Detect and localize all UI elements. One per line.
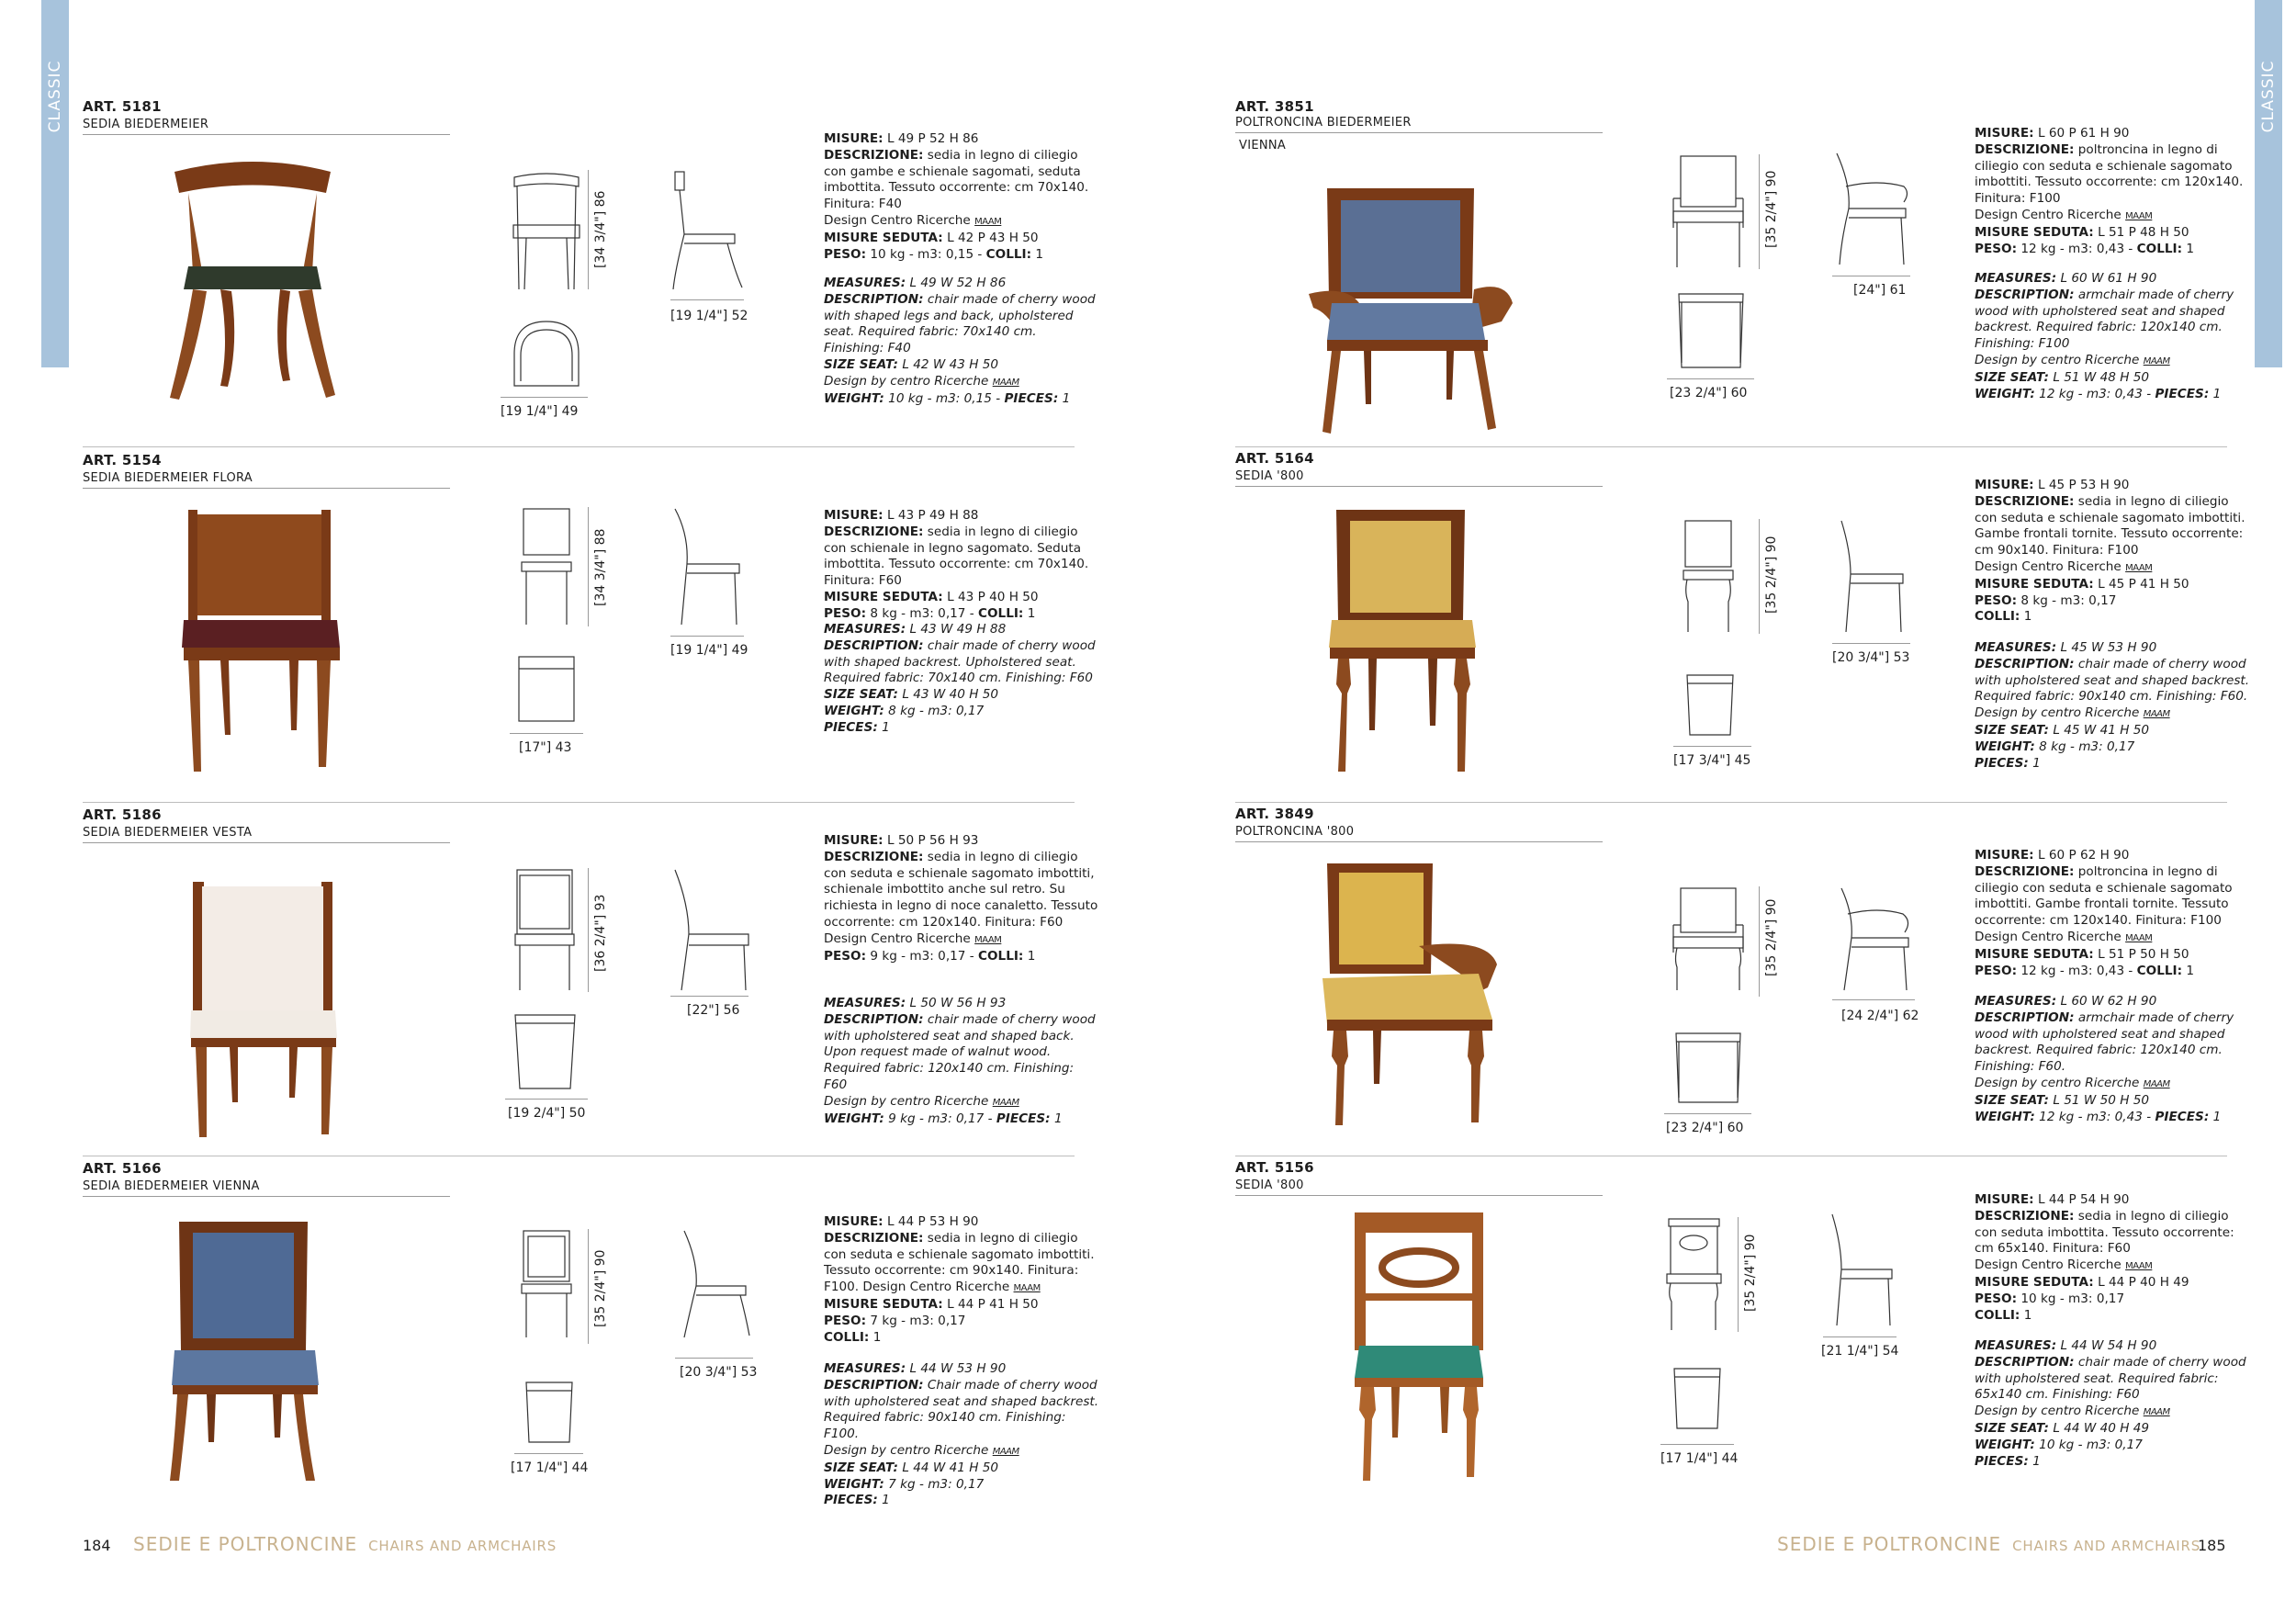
article-number: ART. 3849 <box>1235 806 1314 822</box>
depth-dimension: [24"] 61 <box>1853 283 1907 298</box>
depth-dimension: [19 1/4"] 52 <box>670 309 748 323</box>
dim-line <box>588 170 589 289</box>
top-view-drawing <box>514 652 579 726</box>
side-view-drawing <box>1832 152 1915 266</box>
article-number: ART. 5166 <box>83 1160 162 1177</box>
top-view-drawing <box>522 1378 577 1447</box>
width-dimension: [17 3/4"] 45 <box>1673 753 1751 768</box>
height-dimension: [35 2/4"] 90 <box>1743 1234 1758 1312</box>
armchair-photo <box>1322 863 1506 1130</box>
top-view-drawing <box>1670 1364 1725 1433</box>
dim-line <box>1759 154 1760 269</box>
height-dimension: [35 2/4"] 90 <box>1764 536 1779 614</box>
footer-category: SEDIE E POLTRONCINE <box>1777 1533 2002 1555</box>
row-separator <box>1235 446 2227 447</box>
article-name: SEDIA BIEDERMEIER FLORA <box>83 471 253 485</box>
dim-line <box>1667 378 1754 379</box>
dim-line <box>1759 519 1760 634</box>
chair-photo <box>1327 510 1479 776</box>
english-description: MEASURES: L 50 W 56 H 93 DESCRIPTION: chair made of cherry wood with upholstered seat and shaped back. Upon request made of walnut wood. Required fabric: 120x140 cm. Finishing: F60 Design by centro Ricerche MAAM WEIGHT: 9 kg - m3: 0,17 - PIECES: 1 <box>824 996 1096 1126</box>
article-number: ART. 5156 <box>1235 1159 1314 1176</box>
top-view-drawing <box>1674 289 1748 372</box>
english-description: MEASURES: L 60 W 61 H 90 DESCRIPTION: armchair made of cherry wood with upholstered seat and shaped backrest. Required fabric: 120x140 cm. Finishing: F100 Design by centro Ricerche MAAM SIZE SEAT: L 51 W 48 H 50 WEIGHT: 12 kg - m3: 0,43 - PIECES: 1 <box>1975 271 2234 401</box>
dim-line <box>1660 1444 1734 1445</box>
top-view-drawing <box>511 1010 580 1093</box>
dim-line <box>675 1358 753 1359</box>
title-rule <box>83 842 450 843</box>
dim-line <box>1823 1336 1896 1337</box>
front-view-drawing <box>1671 886 1745 992</box>
italian-description: MISURE: L 60 P 62 H 90 DESCRIZIONE: poltroncina in legno di ciliegio con seduta e schienale sagomato imbottiti. Gambe frontali tornite. Tessuto occorrente: cm 120x140. Finitura: F100 Design Centro Ricerche MAAM MISURE SEDUTA: L 51 P 50 H 50 PESO: 12 kg - m3: 0,43 - COLLI: 1 <box>1975 848 2233 978</box>
width-dimension: [17"] 43 <box>519 740 572 755</box>
english-description: MEASURES: L 49 W 52 H 86 DESCRIPTION: chair made of cherry wood with shaped legs and back, upholstered seat. Required fabric: 70x140 cm. Finishing: F40 SIZE SEAT: L 42 W 43 H 50 Design by centro Ricerche MAAM WEIGHT: 10 kg - m3: 0,15 - PIECES: 1 <box>824 276 1096 406</box>
side-view-drawing <box>670 507 744 626</box>
article-name: SEDIA BIEDERMEIER VESTA <box>83 826 253 840</box>
side-tab-left <box>41 0 69 367</box>
depth-dimension: [22"] 56 <box>687 1003 740 1018</box>
dim-line <box>588 507 589 626</box>
dim-line <box>510 733 583 734</box>
article-name: SEDIA BIEDERMEIER VIENNA <box>83 1179 260 1193</box>
depth-dimension: [19 1/4"] 49 <box>670 643 748 658</box>
dim-line <box>670 996 748 997</box>
row-separator <box>1235 802 2227 803</box>
chair-photo <box>179 510 344 776</box>
depth-dimension: [21 1/4"] 54 <box>1821 1344 1899 1359</box>
row-separator <box>83 446 1075 447</box>
side-view-drawing <box>670 170 744 289</box>
dim-line <box>670 636 744 637</box>
width-dimension: [19 2/4"] 50 <box>508 1106 586 1121</box>
height-dimension: [35 2/4"] 90 <box>1764 898 1779 976</box>
article-name: SEDIA BIEDERMEIER <box>83 118 209 131</box>
footer-category-en: CHAIRS AND ARMCHAIRS <box>2012 1538 2201 1554</box>
italian-description: MISURE: L 60 P 61 H 90 DESCRIZIONE: poltroncina in legno di ciliegio con seduta e schienale sagomato imbottiti. Tessuto occorrente: cm 120x140. Finitura: F100 Design Centro Ricerche MAAM MISURE SEDUTA: L 51 P 48 H 50 PESO: 12 kg - m3: 0,43 - COLLI: 1 <box>1975 126 2244 256</box>
dim-line <box>501 397 588 398</box>
dim-line <box>588 868 589 992</box>
side-view-drawing <box>680 1229 753 1339</box>
english-description: MEASURES: L 44 W 54 H 90 DESCRIPTION: chair made of cherry wood with upholstered seat. Required fabric: 65x140 cm. Finishing: F60 Design by centro Ricerche MAAM SIZE SEAT: L 44 W 40 H 49 WEIGHT: 10 kg - m3: 0,17 PIECES: 1 <box>1975 1338 2246 1469</box>
chair-photo <box>1350 1212 1488 1483</box>
height-dimension: [34 3/4"] 88 <box>593 528 608 606</box>
title-rule <box>1235 1195 1603 1196</box>
article-subname: VIENNA <box>1239 139 1287 152</box>
depth-dimension: [24 2/4"] 62 <box>1841 1009 1919 1023</box>
top-view-drawing <box>510 317 583 390</box>
front-view-drawing <box>1671 154 1745 269</box>
title-rule <box>1235 486 1603 487</box>
article-name: POLTRONCINA '800 <box>1235 825 1355 839</box>
dim-line <box>1673 746 1751 747</box>
footer-category-left <box>133 1533 557 1555</box>
width-dimension: [23 2/4"] 60 <box>1670 386 1748 400</box>
front-view-drawing <box>510 170 583 289</box>
chair-photo <box>170 1222 321 1483</box>
english-description: MEASURES: L 45 W 53 H 90 DESCRIPTION: chair made of cherry wood with upholstered seat and shaped backrest. Required fabric: 90x140 cm. Finishing: F60. Design by centro Ricerche MAAM SIZE SEAT: L 45 W 41 H 50 WEIGHT: 8 kg - m3: 0,17 PIECES: 1 <box>1975 640 2250 771</box>
dim-line <box>1759 886 1760 997</box>
side-view-drawing <box>670 868 753 992</box>
height-dimension: [35 2/4"] 90 <box>1764 170 1779 248</box>
english-description: MEASURES: L 60 W 62 H 90 DESCRIPTION: armchair made of cherry wood with upholstered seat and shaped backrest. Required fabric: 120x140 cm. Finishing: F60. Design by centro Ricerche MAAM SIZE SEAT: L 51 W 50 H 50 WEIGHT: 12 kg - m3: 0,43 - PIECES: 1 <box>1975 994 2234 1124</box>
english-description: MEASURES: L 44 W 53 H 90 DESCRIPTION: Chair made of cherry wood with upholstered seat and shaped backrest. Required fabric: 90x140 cm. Finishing: F100. Design by centro Ricerche MAAM SIZE SEAT: L 44 W 41 H 50 WEIGHT: 7 kg - m3: 0,17 PIECES: 1 <box>824 1361 1099 1508</box>
article-number: ART. 5181 <box>83 98 162 115</box>
title-rule <box>1235 841 1603 842</box>
row-separator <box>83 802 1075 803</box>
dim-line <box>505 1099 588 1100</box>
front-view-drawing <box>519 507 574 626</box>
dim-line <box>588 1229 589 1344</box>
italian-description: MISURE: L 44 P 54 H 90 DESCRIZIONE: sedia in legno di ciliegio con seduta imbottita. Tessuto occorrente: cm 65x140. Finitura: F60 Design Centro Ricerche MAAM MISURE SEDUTA: L 44 P 40 H 49 PESO: 10 kg - m3: 0,17 COLLI: 1 <box>1975 1192 2234 1323</box>
title-rule <box>1235 132 1603 133</box>
article-number: ART. 3851 <box>1235 98 1314 115</box>
depth-dimension: [20 3/4"] 53 <box>680 1365 758 1380</box>
article-number: ART. 5154 <box>83 452 162 468</box>
article-name: POLTRONCINA BIEDERMEIER <box>1235 116 1412 130</box>
title-rule <box>83 488 450 489</box>
width-dimension: [17 1/4"] 44 <box>1660 1451 1739 1466</box>
article-number: ART. 5186 <box>83 806 162 823</box>
page-number-left: 184 <box>83 1537 111 1554</box>
italian-description: MISURE: L 49 P 52 H 86 DESCRIZIONE: sedia in legno di ciliegio con gambe e schienale sagomati, seduta imbottita. Tessuto occorrente: cm 70x140. Finitura: F40 Design Centro Ricerche MAAM MISURE SEDUTA: L 42 P 43 H 50 PESO: 10 kg - m3: 0,15 - COLLI: 1 <box>824 131 1089 262</box>
italian-description: MISURE: L 50 P 56 H 93 DESCRIZIONE: sedia in legno di ciliegio con seduta e schienale sagomato imbottiti, schienale imbottito anche sul retro. Su richiesta in legno di noce canaletto. Tessuto occorrente: cm 120x140. Finitura: F60 Design Centro Ricerche MAAM PESO: 9 kg - m3: 0,17 - COLLI: 1 <box>824 833 1098 964</box>
dim-line <box>1664 1113 1751 1114</box>
side-view-drawing <box>1837 886 1915 992</box>
italian-description: MISURE: L 45 P 53 H 90 DESCRIZIONE: sedia in legno di ciliegio con seduta e schienale sagomato imbottiti. Gambe frontali tornite. Tessuto occorrente: cm 90x140. Finitura: F100 Design Centro Ricerche MAAM MISURE SEDUTA: L 45 P 41 H 50 PESO: 8 kg - m3: 0,17 COLLI: 1 <box>1975 478 2245 625</box>
front-view-drawing <box>1681 519 1736 634</box>
footer-category-en: CHAIRS AND ARMCHAIRS <box>368 1538 557 1554</box>
height-dimension: [36 2/4"] 93 <box>593 894 608 972</box>
dim-line <box>1832 999 1915 1000</box>
article-name: SEDIA '800 <box>1235 1179 1304 1192</box>
front-view-drawing <box>1664 1217 1724 1332</box>
side-tab-label: CLASSIC <box>46 60 64 133</box>
article-number: ART. 5164 <box>1235 450 1314 467</box>
width-dimension: [17 1/4"] 44 <box>511 1460 589 1475</box>
chair-photo <box>165 152 340 404</box>
footer-category: SEDIE E POLTRONCINE <box>133 1533 358 1555</box>
side-tab-label: CLASSIC <box>2259 60 2278 133</box>
depth-dimension: [20 3/4"] 53 <box>1832 650 1910 665</box>
dim-line <box>1738 1217 1739 1332</box>
side-view-drawing <box>1837 519 1910 634</box>
italian-description: MISURE: L 43 P 49 H 88 DESCRIZIONE: sedia in legno di ciliegio con schienale in legno sagomato. Seduta imbottita. Tessuto occorrente: cm 70x140. Finitura: F60 MISURE SEDUTA: L 43 P 40 H 50 PESO: 8 kg - m3: 0,17 - COLLI: 1 <box>824 508 1089 621</box>
italian-description: MISURE: L 44 P 53 H 90 DESCRIZIONE: sedia in legno di ciliegio con seduta e schienale sagomato imbottiti. Tessuto occorrente: cm 90x140. Finitura: F100. Design Centro Ricerche MAAM MISURE SEDUTA: L 44 P 41 H 50 PESO: 7 kg - m3: 0,17 COLLI: 1 <box>824 1214 1095 1345</box>
top-view-drawing <box>1671 1029 1745 1107</box>
chair-photo <box>188 882 340 1139</box>
front-view-drawing <box>519 1229 574 1339</box>
width-dimension: [19 1/4"] 49 <box>501 404 579 419</box>
front-view-drawing <box>512 868 577 992</box>
dim-line <box>1832 643 1910 644</box>
english-description: MEASURES: L 43 W 49 H 88 DESCRIPTION: chair made of cherry wood with shaped backrest. Upholstered seat. Required fabric: 70x140 cm. Finishing: F60 SIZE SEAT: L 43 W 40 H 50 WEIGHT: 8 kg - m3: 0,17 PIECES: 1 <box>824 622 1096 735</box>
footer-category-right <box>1777 1533 2200 1555</box>
article-name: SEDIA '800 <box>1235 469 1304 483</box>
top-view-drawing <box>1683 671 1738 739</box>
title-rule <box>83 134 450 135</box>
side-tab-right <box>2255 0 2282 367</box>
width-dimension: [23 2/4"] 60 <box>1666 1121 1744 1135</box>
dim-line <box>670 299 744 300</box>
dim-line <box>514 1453 583 1454</box>
height-dimension: [34 3/4"] 86 <box>593 190 608 268</box>
height-dimension: [35 2/4"] 90 <box>593 1249 608 1327</box>
title-rule <box>83 1196 450 1197</box>
armchair-photo <box>1309 184 1515 436</box>
side-view-drawing <box>1828 1212 1896 1327</box>
page-number-right: 185 <box>2198 1537 2226 1554</box>
